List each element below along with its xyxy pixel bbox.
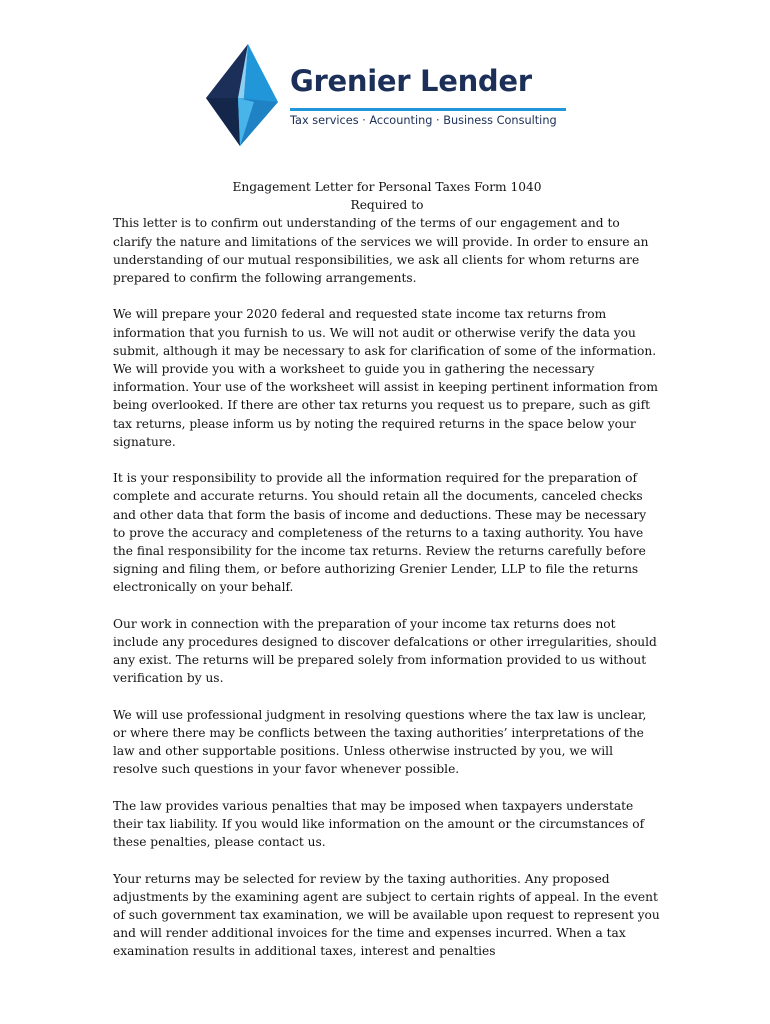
diamond-logo-icon	[204, 42, 280, 148]
letter-title: Engagement Letter for Personal Taxes Form 1040	[232, 180, 542, 194]
paragraph: Our work in connection with the preparation of your income tax returns does not include any procedures designed to discover defalcations or other irregularities, should any exist. The returns will be prepared solely from information provided to us without verification by us.	[113, 616, 657, 686]
paragraph: Your returns may be selected for review by the taxing authorities. Any proposed adjustments by the examining agent are subject to certain rights of appeal. In the event of such government tax examination, we will be available upon request to represent you and will render additional invoices for the time and expenses incurred. When a tax examination results in additional taxes, interest and penalties	[113, 871, 660, 959]
brand-tagline: Tax services · Accounting · Business Consulting	[290, 114, 557, 127]
letter-body	[113, 178, 661, 979]
paragraph: We will use professional judgment in resolving questions where the tax law is unclear, or where there may be conflicts between the taxing authorities’ interpretations of the law and other supportable positions. Unless otherwise instructed by you, we will resolve such questions in your favor whenever possible.	[113, 707, 647, 777]
company-logo	[204, 42, 574, 148]
brand-name: Grenier Lender	[290, 64, 532, 98]
paragraph: It is your responsibility to provide all the information required for the preparation of complete and accurate returns. You should retain all the documents, canceled checks and other data that form the basis of income and deductions. These may be necessary to prove the accuracy and completeness of the returns to a taxing authority. You have the final responsibility for the income tax returns. Review the returns carefully before signing and filing them, or before authorizing Grenier Lender, LLP to file the returns electronically on your behalf.	[113, 471, 647, 595]
letter-subtitle: Required to	[350, 198, 424, 213]
paragraph: This letter is to confirm out understanding of the terms of our engagement and to clarify the nature and limitations of the services we will provide. In order to ensure an understanding of our mutual responsibilities, we ask all clients for whom returns are prepared to confirm the following arrangements.	[113, 216, 649, 286]
brand-divider	[290, 108, 566, 111]
paragraph: We will prepare your 2020 federal and requested state income tax returns from information that you furnish to us. We will not audit or otherwise verify the data you submit, although it may be necessary to ask for clarification of some of the information. We will provide you with a worksheet to guide you in gathering the necessary information. Your use of the worksheet will assist in keeping pertinent information from being overlooked. If there are other tax returns you request us to prepare, such as gift tax returns, please inform us by noting the required returns in the space below your signature.	[113, 307, 658, 449]
paragraph: The law provides various penalties that may be imposed when taxpayers understate their tax liability. If you would like information on the amount or the circumstances of these penalties, please contact us.	[113, 798, 645, 850]
